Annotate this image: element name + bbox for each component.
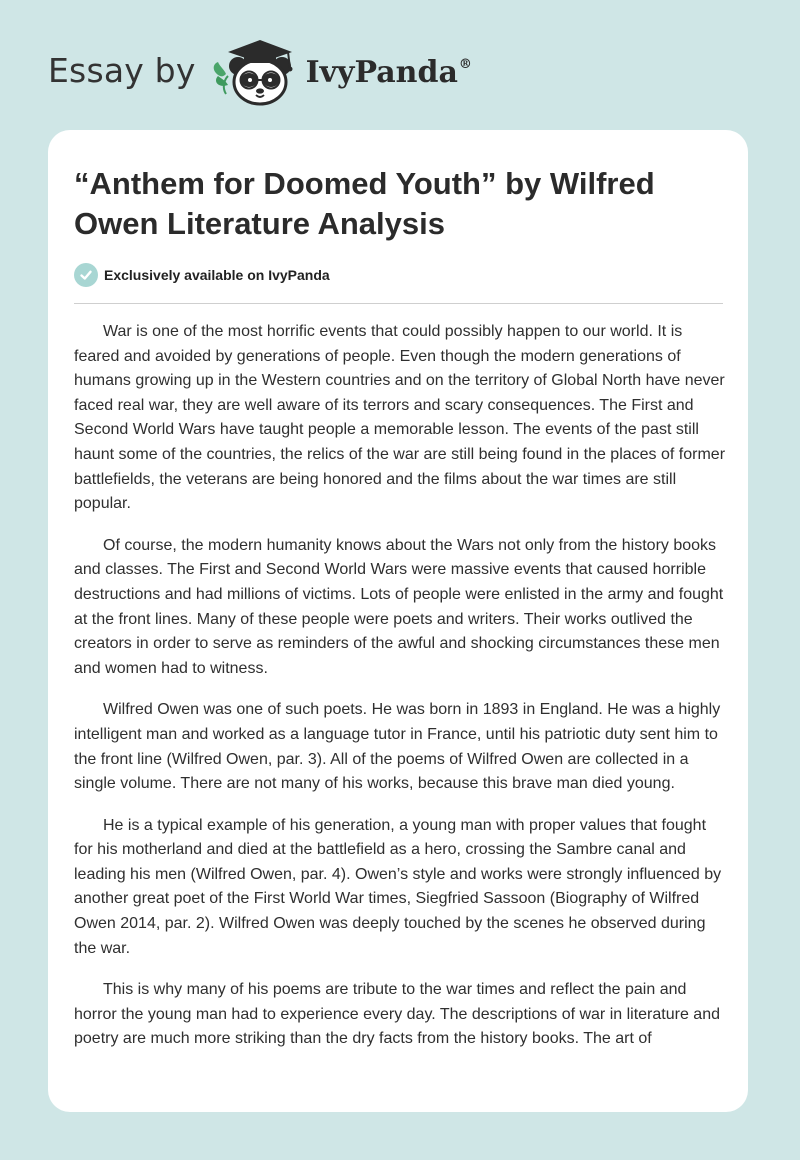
paragraph-4: He is a typical example of his generation, a young man with proper values that fought for his motherland and died at the battlefield as a hero, crossing the Sambre canal and leading his men (Wilfred Owen, par. 4). Owen’s style and works were strongly influenced by another great poet of the First World War times, Siegfried Sassoon (Biography of Wilfred Owen 2014, par. 2). Wilfred Owen was deeply touched by the scenes he observed during the war. [74, 816, 722, 957]
registered-mark: ® [458, 56, 472, 72]
site-header [48, 36, 472, 108]
panda-logo-icon [210, 36, 302, 108]
article-card [48, 130, 748, 1112]
brand-name [306, 55, 472, 90]
paragraph-3: Wilfred Owen was one of such poets. He was born in 1893 in England. He was a highly intelligent man and worked as a language tutor in France, until his patriotic duty sent him to the front line (Wilfred Owen, par. 3). All of the poems of Wilfred Owen are collected in a single volume. There are not many of his works, because this brave man died young. [74, 701, 721, 793]
exclusive-label: Exclusively available on IvyPanda [104, 267, 330, 283]
paragraph-1: War is one of the most horrific events that could possibly happen to our world. It is feared and avoided by generations of people. Even though the modern generations of humans growing up in the Western countries and on the territory of Global North have never faced real war, they are well aware of its terrors and scary consequences. The First and Second World Wars have taught people a memorable lesson. The events of the past still haunt some of the countries, the relics of the war are still being found in the places of former battlefields, the veterans are being honored and the films about the war times are still popular. [74, 323, 726, 513]
essay-by-label: Essay by [48, 50, 196, 90]
exclusive-badge [74, 263, 330, 287]
brand-name-text: IvyPanda [305, 54, 458, 90]
article-title: “Anthem for Doomed Youth” by Wilfred Owen Literature Analysis [74, 166, 655, 241]
paragraph-2: Of course, the modern humanity knows about the Wars not only from the history books and classes. The First and Second World Wars were massive events that caused horrible destructions and had millions of victims. Lots of people were enlisted in the army and fought at the front lines. Many of these people were poets and writers. Their works outlived the creators in order to serve as reminders of the awful and shocking circumstances these men and women had to witness. [74, 536, 724, 677]
divider [74, 303, 723, 304]
check-icon [74, 263, 98, 287]
paragraph-5: This is why many of his poems are tribute to the war times and reflect the pain and horror the young man had to experience every day. The descriptions of war in literature and poetry are much more striking than the dry facts from the history books. The art of [74, 981, 720, 1048]
article-body [74, 320, 726, 1069]
